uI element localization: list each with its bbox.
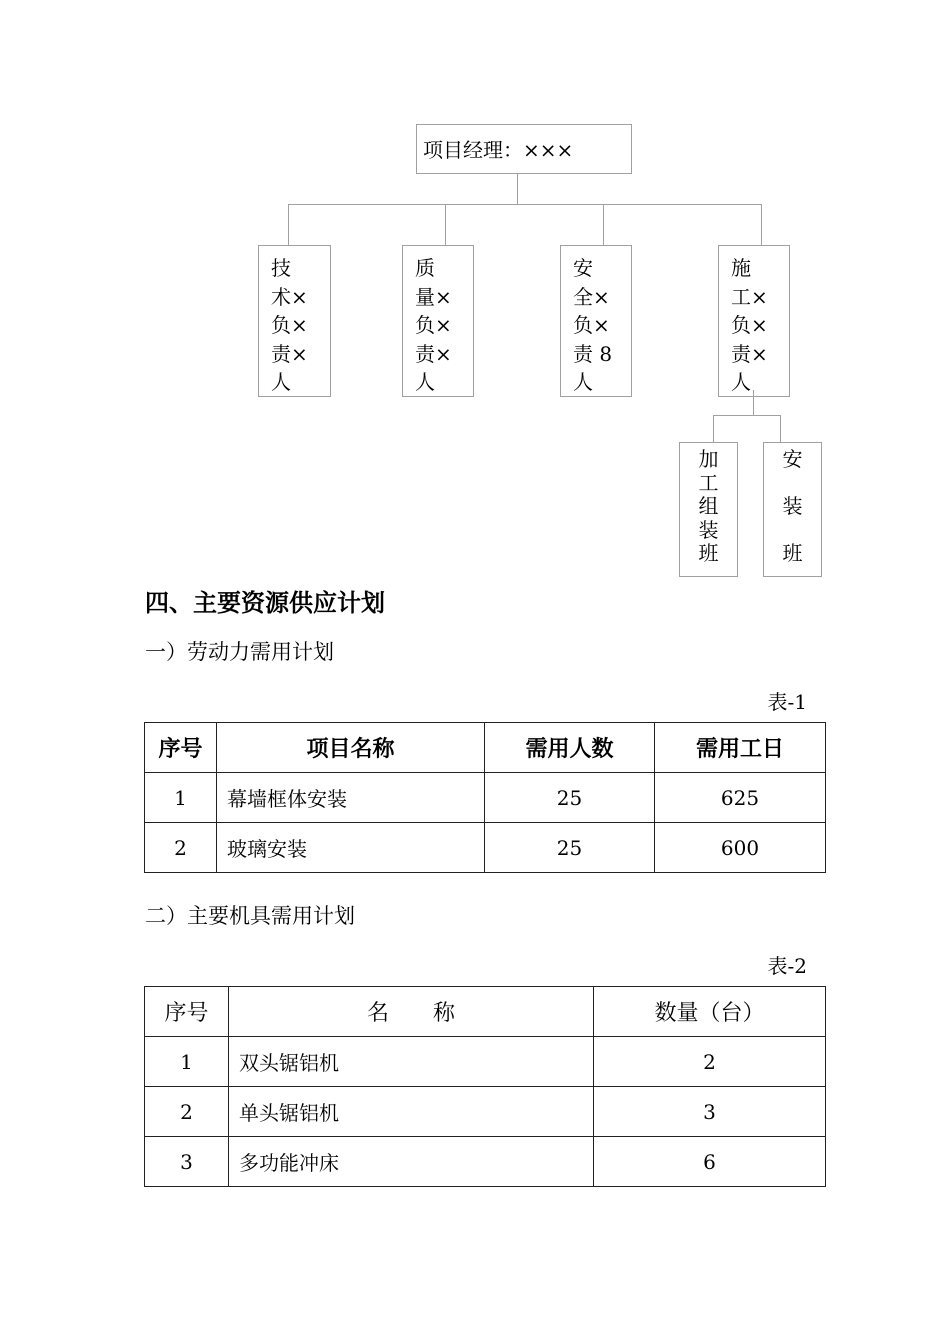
header-cell: 需用人数 [485,723,655,773]
dept-text: 责× [271,341,308,366]
cell-quantity: 2 [594,1037,826,1087]
header-cell: 序号 [145,723,217,773]
connector-line [753,390,754,415]
header-cell: 需用工日 [655,723,826,773]
dept-text: 人 [573,370,593,394]
cell-index: 2 [145,823,217,873]
crew-box-fabrication [679,442,738,577]
dept-text: 全× [573,284,610,309]
cell-machine: 单头锯铝机 [229,1087,594,1137]
crew-text: 工 [698,470,719,495]
labor-table [144,722,826,873]
cell-index: 2 [145,1087,229,1137]
cell-index: 3 [145,1137,229,1187]
cell-workdays: 625 [655,773,826,823]
dept-text: 人 [271,370,291,394]
dept-text: 工× [731,284,768,309]
table-header-row [145,723,826,773]
table-row [145,1087,826,1137]
connector-line [713,415,781,416]
connector-line [445,204,446,245]
header-cell: 名 称 [229,987,594,1037]
table-row [145,1137,826,1187]
crew-text: 装 [782,494,803,518]
machines-table [144,986,826,1187]
dept-text: 术× [271,284,308,309]
dept-text: 责× [731,341,768,366]
crew-text: 装 [698,517,719,542]
dept-text: 负× [731,313,768,337]
crew-text: 加 [698,447,719,471]
dept-box-quality [402,245,474,397]
header-cell: 项目名称 [217,723,485,773]
connector-line [713,415,714,442]
cell-item: 幕墙框体安装 [217,773,485,823]
cell-item: 玻璃安装 [217,823,485,873]
crew-text: 组 [698,494,719,518]
cell-quantity: 3 [594,1087,826,1137]
dept-text: 安 [573,256,593,280]
cell-machine: 多功能冲床 [229,1137,594,1187]
connector-line [517,174,518,204]
dept-text: 量× [415,284,452,309]
connector-line [288,204,762,205]
dept-text: 责× [415,341,452,366]
crew-text: 班 [698,541,719,565]
dept-text: 负× [415,313,452,337]
table-row [145,1037,826,1087]
dept-text: 施 [731,256,751,280]
dept-text: 人 [415,370,435,394]
dept-text: 技 [271,256,291,280]
dept-text: 人 [731,370,751,394]
dept-text: 负× [573,313,610,337]
crew-text: 安 [782,447,803,471]
machines-subtitle: 二）主要机具需用计划 [145,904,355,928]
table1-number: 表-1 [767,690,807,714]
cell-machine: 双头锯铝机 [229,1037,594,1087]
cell-workdays: 600 [655,823,826,873]
dept-box-safety [560,245,632,397]
connector-line [288,204,289,245]
cell-workers: 25 [485,773,655,823]
dept-box-technical [258,245,331,397]
crew-box-installation [763,442,822,577]
crew-text: 班 [782,541,803,565]
header-cell: 数量（台） [594,987,826,1037]
cell-index: 1 [145,1037,229,1087]
header-cell: 序号 [145,987,229,1037]
table-header-row [145,987,826,1037]
dept-text: 质 [415,256,435,280]
cell-quantity: 6 [594,1137,826,1187]
manager-label: 项目经理：××× [423,138,574,162]
cell-workers: 25 [485,823,655,873]
table-row [145,823,826,873]
dept-box-construction [718,245,790,397]
section-title: 四、主要资源供应计划 [145,588,385,617]
connector-line [603,204,604,245]
manager-box [416,124,632,174]
table2-number: 表-2 [767,954,807,978]
dept-text: 负× [271,313,308,337]
cell-index: 1 [145,773,217,823]
dept-text: 责 8 [573,341,613,366]
connector-line [761,204,762,245]
table-row [145,773,826,823]
labor-subtitle: 一）劳动力需用计划 [145,640,334,664]
